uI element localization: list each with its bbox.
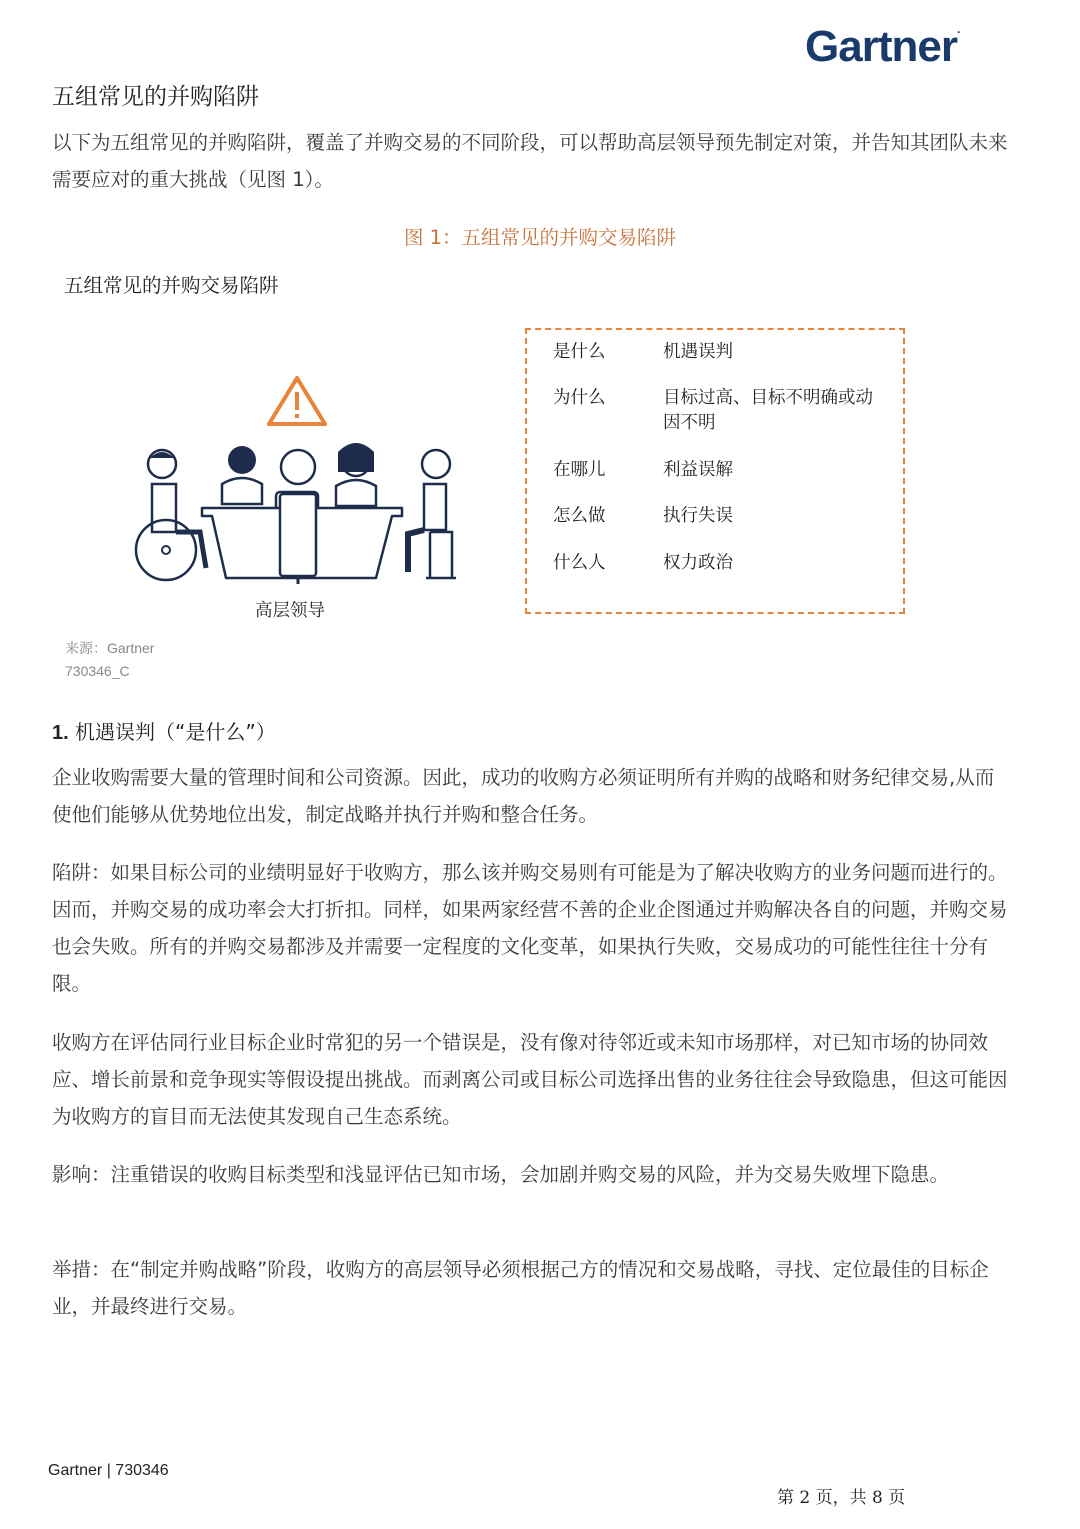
pitfalls-box [525, 328, 905, 614]
page-number: 第 2 页，共 8 页 [777, 1488, 906, 1508]
body-paragraph: 陷阱：如果目标公司的业绩明显好于收购方，那么该并购交易则有可能是为了解决收购方的业务问题而进行的。因而，并购交易的成功率会大打折扣。同样，如果两家经营不善的企业企图通过并购解决各自的问题，并购交易也会失败。所有的并购交易都涉及并需要一定程度的文化变革，如果执行失败，交易成功的可能性往往十分有限。 [52, 861, 1008, 995]
pitfall-row: 什么人 权力政治 [553, 553, 733, 573]
intro-paragraph: 以下为五组常见的并购陷阱，覆盖了并购交易的不同阶段，可以帮助高层领导预先制定对策，并告知其团队未来需要应对的重大挑战（见图 1）。 [52, 131, 1008, 191]
body-paragraph: 影响：注重错误的收购目标类型和浅显评估已知市场，会加剧并购交易的风险，并为交易失败埋下隐患。 [52, 1163, 950, 1186]
leaders-meeting-illustration [130, 372, 470, 592]
gartner-logo: Gartner. [805, 22, 960, 71]
figure-code: 730346_C [65, 663, 130, 679]
page-heading: 五组常见的并购陷阱 [52, 84, 259, 110]
figure-source: 来源：Gartner [65, 640, 155, 656]
figure-title: 五组常见的并购交易陷阱 [64, 274, 279, 297]
leaders-label: 高层领导 [255, 601, 325, 621]
pitfall-row: 在哪儿 利益误解 [553, 460, 733, 480]
pitfall-row: 怎么做 执行失误 [553, 506, 733, 526]
body-paragraph: 企业收购需要大量的管理时间和公司资源。因此，成功的收购方必须证明所有并购的战略和财务纪律交易,从而使他们能够从优势地位出发，制定战略并执行并购和整合任务。 [52, 766, 995, 826]
warning-triangle-icon [269, 378, 325, 424]
figure-caption: 图 1：五组常见的并购交易陷阱 [403, 226, 677, 249]
body-paragraph: 举措：在“制定并购战略”阶段，收购方的高层领导必须根据己方的情况和交易战略，寻找、定位最佳的目标企业，并最终进行交易。 [52, 1258, 989, 1318]
section-heading: 1. 机遇误判（“是什么”） [52, 720, 276, 744]
footer-doc-id: Gartner | 730346 [48, 1462, 169, 1479]
pitfall-row: 为什么 目标过高、目标不明确或动因不明 [553, 388, 873, 433]
body-paragraph: 收购方在评估同行业目标企业时常犯的另一个错误是，没有像对待邻近或未知市场那样，对已知市场的协同效应、增长前景和竞争现实等假设提出挑战。而剥离公司或目标公司选择出售的业务往往会导致隐患，但这可能因为收购方的盲目而无法使其发现自己生态系统。 [52, 1031, 1008, 1128]
pitfall-row: 是什么 机遇误判 [553, 342, 733, 362]
